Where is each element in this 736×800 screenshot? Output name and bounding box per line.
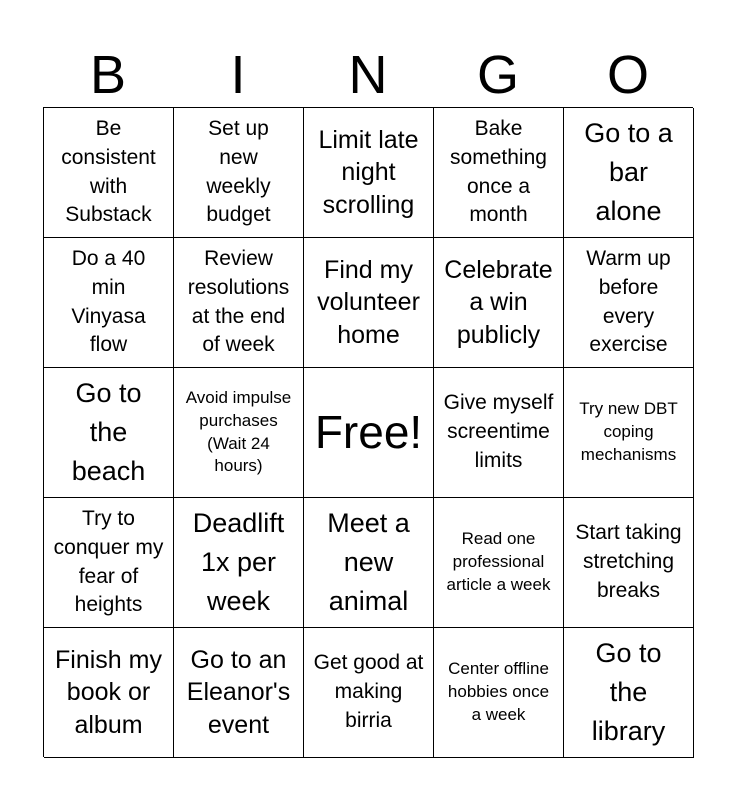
cell-text: Celebrate a win publicly	[444, 255, 553, 349]
header-letter-b: B	[89, 45, 127, 105]
cell-text: Meet a new animal	[327, 507, 410, 617]
bingo-cell[interactable]	[44, 628, 174, 758]
header-letter-i: I	[230, 45, 246, 105]
bingo-cell[interactable]	[44, 108, 174, 238]
header-letter-g: G	[476, 45, 519, 105]
bingo-header	[43, 44, 693, 106]
bingo-cell[interactable]	[434, 628, 564, 758]
bingo-cell[interactable]	[564, 368, 694, 498]
free-space-text: Free!	[314, 406, 423, 459]
bingo-cell[interactable]	[564, 108, 694, 238]
bingo-cell[interactable]	[44, 498, 174, 628]
cell-text: Go to an Eleanor's event	[186, 645, 291, 739]
cell-text: Limit late night scrolling	[318, 125, 419, 219]
cell-text: Warm up before every exercise	[586, 246, 671, 357]
bingo-cell[interactable]	[434, 108, 564, 238]
bingo-cell[interactable]	[304, 628, 434, 758]
bingo-cell[interactable]	[44, 238, 174, 368]
bingo-cell[interactable]	[304, 238, 434, 368]
bingo-cell[interactable]	[44, 368, 174, 498]
cell-text: Find my volunteer home	[317, 255, 420, 349]
free-space-cell[interactable]	[304, 368, 434, 498]
bingo-cell[interactable]	[304, 108, 434, 238]
bingo-card	[43, 107, 693, 757]
bingo-cell[interactable]	[434, 498, 564, 628]
header-letter-o: O	[606, 45, 649, 105]
cell-text: Get good at making birria	[313, 651, 424, 732]
cell-text: Read one professional article a week	[446, 529, 551, 594]
header-letter-n: N	[348, 45, 388, 105]
bingo-cell[interactable]	[174, 238, 304, 368]
bingo-cell[interactable]	[564, 498, 694, 628]
bingo-cell[interactable]	[564, 238, 694, 368]
cell-text: Try new DBT coping mechanisms	[579, 399, 678, 464]
bingo-cell[interactable]	[174, 498, 304, 628]
bingo-cell[interactable]	[174, 368, 304, 498]
cell-text: Go to the beach	[71, 377, 146, 487]
cell-text: Go to a bar alone	[584, 117, 673, 227]
bingo-cell[interactable]	[174, 628, 304, 758]
cell-text: Try to conquer my fear of heights	[53, 506, 164, 617]
cell-text: Deadlift 1x per week	[192, 507, 285, 617]
cell-text: Avoid impulse purchases (Wait 24 hours)	[185, 387, 292, 476]
cell-text: Bake something once a month	[450, 116, 547, 227]
bingo-cell[interactable]	[564, 628, 694, 758]
cell-text: Do a 40 min Vinyasa flow	[71, 246, 146, 357]
bingo-cell[interactable]	[434, 238, 564, 368]
cell-text: Start taking stretching breaks	[575, 521, 682, 602]
cell-text: Be consistent with Substack	[61, 116, 156, 227]
bingo-cell[interactable]	[434, 368, 564, 498]
cell-text: Give myself screentime limits	[443, 391, 554, 472]
bingo-cell[interactable]	[174, 108, 304, 238]
cell-text: Finish my book or album	[55, 645, 162, 739]
cell-text: Go to the library	[591, 637, 666, 747]
cell-text: Review resolutions at the end of week	[187, 246, 290, 357]
bingo-cell[interactable]	[304, 498, 434, 628]
cell-text: Set up new weekly budget	[206, 116, 271, 227]
cell-text: Center offline hobbies once a week	[447, 659, 550, 724]
